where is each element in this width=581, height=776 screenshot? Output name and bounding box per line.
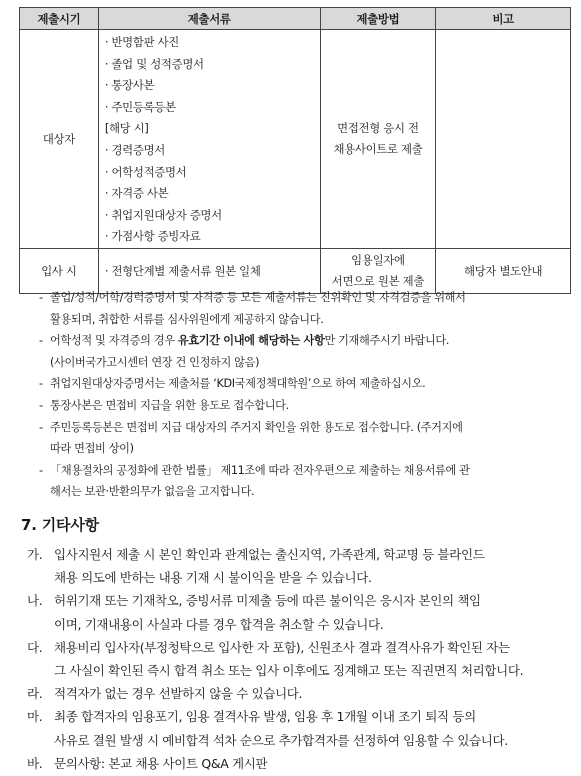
note-line: 활용되며, 취합한 서류를 심사위원에게 제공하지 않습니다. <box>50 312 324 326</box>
note-line: 따라 면접비 상이) <box>50 442 134 456</box>
note-line: 취업지원대상자증명서는 제출처를 ‘KDI국제정책대학원’으로 하여 제출하십시오. <box>50 377 426 391</box>
document-item: · 통장사본 <box>104 78 155 93</box>
header-method: 제출방법 <box>320 8 436 30</box>
note-item <box>36 330 576 373</box>
note-item <box>36 373 576 395</box>
header-documents: 제출서류 <box>98 8 320 30</box>
item-line: 최종 합격자의 임용포기, 임용 결격사유 발생, 임용 후 1개월 이내 조기 퇴직 등의 <box>54 709 476 725</box>
item-line: 채용비리 입사자(부정청탁으로 입사한 자 포함), 신원조사 결과 결격사유가 확인된 자는 <box>54 639 510 655</box>
note-dash: - <box>39 398 43 412</box>
item-line: 이며, 기재내용이 사실과 다를 경우 합격을 취소할 수 있습니다. <box>54 616 384 632</box>
item-marker: 라. <box>27 686 43 702</box>
item-line: 허위기재 또는 기재착오, 증빙서류 미제출 등에 따른 불이익은 응시자 본인의 책임 <box>54 593 481 609</box>
cell-timing: 대상자 <box>20 30 99 249</box>
conditional-label: [해당 시] <box>104 121 149 136</box>
cell-documents: · 전형단계별 제출서류 원본 일체 <box>98 248 320 293</box>
note-line <box>50 330 576 352</box>
list-item <box>27 705 575 751</box>
item-line: 그 사실이 확인된 즉시 합격 취소 또는 입사 이후에도 징계해고 또는 직권면직 처리합니다. <box>54 663 524 679</box>
method-line: 면접전형 응시 전 <box>337 120 419 135</box>
list-item <box>27 589 575 635</box>
note-line: (사이버국가고시센터 연장 건 인정하지 않음) <box>50 355 260 369</box>
note-item <box>36 460 576 503</box>
document-item: · 어학성적증명서 <box>104 164 187 179</box>
note-line: 해서는 보관·반환의무가 없음을 고지합니다. <box>50 485 255 499</box>
item-line: 입사지원서 제출 시 본인 확인과 관계없는 출신지역, 가족관계, 학교명 등 블라인드 <box>54 547 485 562</box>
item-line: 문의사항: 본교 채용 사이트 Q&A 게시판 <box>54 755 268 771</box>
note-dash: - <box>39 334 43 348</box>
cell-remarks: 해당자 별도안내 <box>436 248 571 293</box>
note-dash: - <box>39 463 43 477</box>
header-timing: 제출시기 <box>20 8 99 30</box>
note-dash: - <box>39 291 43 304</box>
method-line: 임용일자에 <box>351 252 405 267</box>
notes-list <box>36 287 576 503</box>
cell-remarks <box>436 30 571 249</box>
document-item: · 취업지원대상자 증명서 <box>104 207 222 222</box>
cell-documents-list <box>98 30 320 249</box>
note-line: 졸업/성적/어학/경력증명서 및 자격증 등 모든 제출서류는 진위확인 및 자격검증을 위해서 <box>50 291 466 304</box>
document-item: · 졸업 및 성적증명서 <box>104 56 204 71</box>
item-line: 사유로 결원 발생 시 예비합격 석차 순으로 추가합격자를 선정하여 임용할 수 있습니다. <box>54 732 508 748</box>
note-dash: - <box>39 377 43 391</box>
note-text: 어학성적 및 자격증의 경우 <box>50 334 178 348</box>
list-item <box>27 752 575 775</box>
item-marker: 나. <box>27 593 43 609</box>
table-row-candidate <box>20 30 571 249</box>
list-item <box>27 636 575 682</box>
note-dash: - <box>39 420 43 434</box>
item-line: 채용 의도에 반하는 내용 기재 시 불이익을 받을 수 있습니다. <box>54 570 372 586</box>
note-line: 「채용절차의 공정화에 관한 법률」 제11조에 따라 전자우편으로 제출하는 채용서류에 관 <box>50 463 470 477</box>
submission-documents-table <box>19 7 571 294</box>
document-item: · 자격증 사본 <box>104 186 169 201</box>
method-line: 채용사이트로 제출 <box>333 141 423 156</box>
note-line: 통장사본은 면접비 지급을 위한 용도로 접수합니다. <box>50 398 289 412</box>
cell-method <box>320 30 436 249</box>
other-matters-list <box>27 543 575 775</box>
item-marker: 다. <box>27 639 43 655</box>
header-remarks: 비고 <box>436 8 571 30</box>
document-item: · 주민등록등본 <box>104 99 176 114</box>
note-item <box>36 417 576 460</box>
item-marker: 마. <box>27 709 43 725</box>
document-item: · 경력증명서 <box>104 142 165 157</box>
document-item: · 가점사항 증빙자료 <box>104 229 201 244</box>
cell-timing: 입사 시 <box>20 248 99 293</box>
item-marker: 바. <box>27 755 43 771</box>
item-marker: 가. <box>27 547 43 562</box>
note-line: 주민등록등본은 면접비 지급 대상자의 주거지 확인을 위한 용도로 접수합니다. (주거지에 <box>50 420 463 434</box>
section-title: 7. 기타사항 <box>21 516 99 534</box>
note-item <box>36 395 576 417</box>
note-emphasis: 유효기간 이내에 해당하는 사항 <box>177 334 325 348</box>
note-item <box>36 287 576 330</box>
list-item <box>27 682 575 705</box>
item-line: 적격자가 없는 경우 선발하지 않을 수 있습니다. <box>54 686 303 702</box>
method-line: 서면으로 원본 제출 <box>331 273 425 288</box>
table-header-row <box>20 8 571 30</box>
document-item: · 반명함판 사진 <box>104 35 180 49</box>
note-text: 만 기재해주시기 바랍니다. <box>324 334 450 348</box>
list-item <box>27 543 575 589</box>
